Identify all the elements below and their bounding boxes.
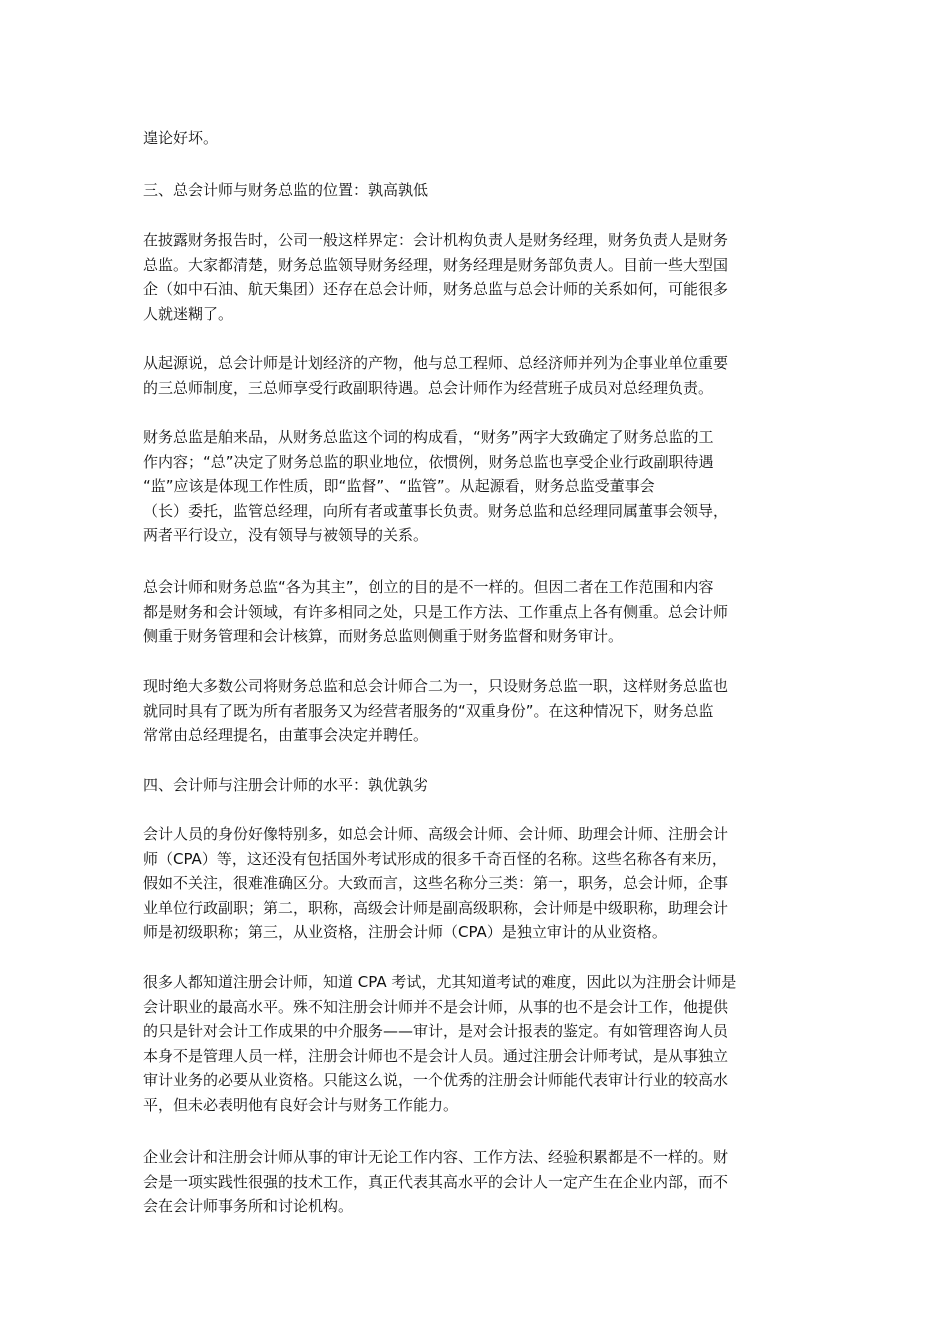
paragraph: 现时绝大多数公司将财务总监和总会计师合二为一，只设财务总监一职，这样财务总监也 就同时具有了既为所有者服务又为经营者服务的“双重身份”。在这种情况下，财务总监 常常由总经理提名，由董事会决定并聘任。 <box>143 677 729 744</box>
paragraph-closing-fragment: 遑论好坏。 <box>143 129 219 147</box>
paragraph: 企业会计和注册会计师从事的审计无论工作内容、工作方法、经验积累都是不一样的。财 会是一项实践性很强的技术工作，真正代表其高水平的会计人一定产生在企业内部，而不 会在会计师事务所和讨论机构。 <box>143 1148 729 1215</box>
paragraph: 从起源说，总会计师是计划经济的产物，他与总工程师、总经济师并列为企事业单位重要 的三总师制度，三总师享受行政副职待遇。总会计师作为经营班子成员对总经理负责。 <box>143 354 729 397</box>
section-heading-3: 三、总会计师与财务总监的位置：孰高孰低 <box>143 181 429 199</box>
paragraph: 财务总监是舶来品，从财务总监这个词的构成看，“财务”两字大致确定了财务总监的工 作内容；“总”决定了财务总监的职业地位，依惯例，财务总监也享受企业行政副职待遇 “监”应该是体现工作性质，即“监督”、“监管”。从起源看，财务总监受董事会 （长）委托，监管总经理，向所有者或董事长负责。财务总监和总经理同属董事会领导， 两者平行设立，没有领导与被领导的关系。 <box>143 428 729 544</box>
section-heading-4: 四、会计师与注册会计师的水平：孰优孰劣 <box>143 776 429 794</box>
paragraph: 会计人员的身份好像特别多，如总会计师、高级会计师、会计师、助理会计师、注册会计 师（CPA）等，这还没有包括国外考试形成的很多千奇百怪的名称。这些名称各有来历， 假如不关注，很难准确区分。大致而言，这些名称分三类：第一，职务，总会计师，企事 业单位行政副职；第二，职称，高级会计师是副高级职称，会计师是中级职称，助理会计 师是初级职称；第三，从业资格，注册会计师（CPA）是独立审计的从业资格。 <box>143 825 729 941</box>
paragraph: 在披露财务报告时，公司一般这样界定：会计机构负责人是财务经理，财务负责人是财务 总监。大家都清楚，财务总监领导财务经理，财务经理是财务部负责人。目前一些大型国 企（如中石油、航天集团）还存在总会计师，财务总监与总会计师的关系如何，可能很多 人就迷糊了。 <box>143 231 729 323</box>
paragraph: 很多人都知道注册会计师，知道 CPA 考试，尤其知道考试的难度，因此以为注册会计师是 会计职业的最高水平。殊不知注册会计师并不是会计师，从事的也不是会计工作，他提供 的只是针对会计工作成果的中介服务——审计，是对会计报表的鉴定。有如管理咨询人员 本身不是管理人员一样，注册会计师也不是会计人员。通过注册会计师考试，是从事独立 审计业务的必要从业资格。只能这么说，一个优秀的注册会计师能代表审计行业的较高水 平，但未必表明他有良好会计与财务工作能力。 <box>143 973 737 1114</box>
paragraph: 总会计师和财务总监“各为其主”，创立的目的是不一样的。但因二者在工作范围和内容 都是财务和会计领域，有许多相同之处，只是工作方法、工作重点上各有侧重。总会计师 侧重于财务管理和会计核算，而财务总监则侧重于财务监督和财务审计。 <box>143 578 729 645</box>
